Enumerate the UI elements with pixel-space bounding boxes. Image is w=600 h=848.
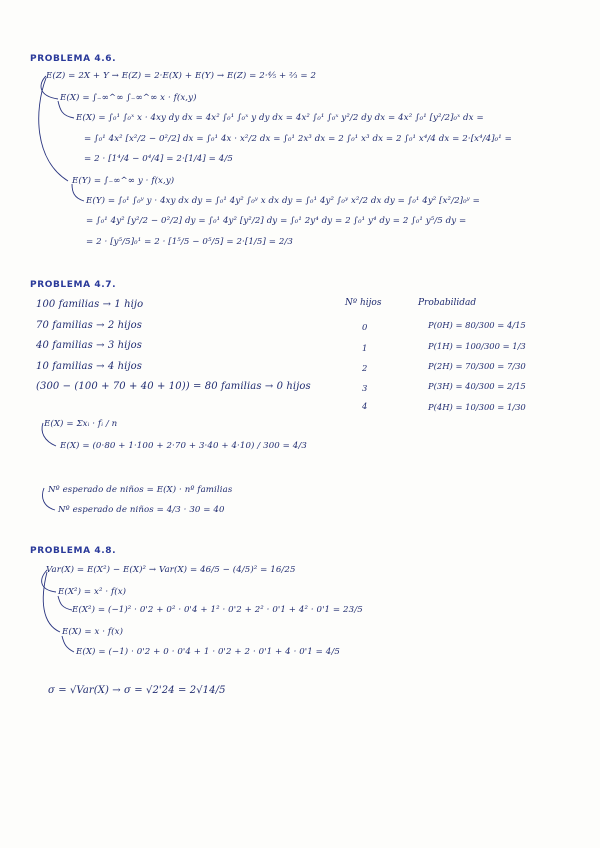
hijos-cell: 0 [362, 322, 368, 332]
family-row-3: 40 familias → 3 hijos [36, 340, 143, 351]
arrow-ey-expand [72, 184, 84, 201]
p46-line-7: E(Y) = ∫₀¹ ∫₀ʸ y · 4xy dx dy = ∫₀¹ 4y² ∫₀ʸ x dx dy = ∫₀¹ 4y² ∫₀ʸ x²/2 dx dy = ∫₀¹ 4y² [x²/2]₀ʸ = [86, 196, 480, 206]
p48-line-6: σ = √Var(X) → σ = √2'24 = 2√14/5 [48, 685, 226, 696]
prob-cell: P(2H) = 70/300 = 7/30 [428, 361, 526, 371]
arrow-ex2-expand [58, 596, 72, 610]
p47-ex-calc: E(X) = (0·80 + 1·100 + 2·70 + 3·40 + 4·10) / 300 = 4/3 [60, 441, 307, 451]
family-row-5: (300 − (100 + 70 + 40 + 10)) = 80 familias → 0 hijos [36, 381, 311, 392]
p48-line-3: E(X²) = (−1)² · 0'2 + 0² · 0'4 + 1² · 0'2 + 2² · 0'1 + 4² · 0'1 = 23/5 [72, 605, 363, 615]
family-row-1: 100 familias → 1 hijo [36, 299, 144, 310]
prob-cell: P(4H) = 10/300 = 1/30 [428, 402, 526, 412]
p48-line-1: Var(X) = E(X²) − E(X)² → Var(X) = 46/5 − (4/5)² = 16/25 [46, 565, 296, 575]
hijos-cell: 1 [362, 343, 368, 353]
p46-line-4: = ∫₀¹ 4x² [x²/2 − 0²/2] dx = ∫₀¹ 4x · x²/2 dx = ∫₀¹ 2x³ dx = 2 ∫₀¹ x³ dx = 2 ∫₀¹ x⁴/4 dx = 2·[x⁴/4]₀¹ = [84, 134, 512, 144]
p46-line-8: = ∫₀¹ 4y² [y²/2 − 0²/2] dy = ∫₀¹ 4y² [y²/2] dy = ∫₀¹ 2y⁴ dy = 2 ∫₀¹ y⁴ dy = 2 ∫₀¹ y⁵/5 dy = [86, 216, 467, 226]
prob-cell: P(3H) = 40/300 = 2/15 [428, 381, 526, 391]
p46-line-3: E(X) = ∫₀¹ ∫₀ˣ x · 4xy dy dx = 4x² ∫₀¹ ∫₀ˣ y dy dx = 4x² ∫₀¹ ∫₀ˣ y²/2 dy dx = 4x² ∫₀¹ [y²/2]₀ˣ dx = [76, 113, 484, 123]
p47-ninos-formula: Nº esperado de niños = E(X) · nº familias [48, 485, 233, 495]
p46-line-2: E(X) = ∫₋∞^∞ ∫₋∞^∞ x · f(x,y) [60, 93, 197, 103]
p46-line-6: E(Y) = ∫₋∞^∞ y · f(x,y) [72, 176, 175, 186]
p47-ninos-result: Nº esperado de niños = 4/3 · 30 = 40 [58, 505, 225, 515]
hijos-cell: 4 [362, 401, 368, 411]
p48-line-4: E(X) = x · f(x) [62, 627, 124, 637]
p48-line-5: E(X) = (−1) · 0'2 + 0 · 0'4 + 1 · 0'2 + 2 · 0'1 + 4 · 0'1 = 4/5 [76, 647, 340, 657]
col-header-hijos: Nº hijos [345, 298, 382, 308]
arrow-ex-branch-48 [43, 572, 60, 632]
family-row-2: 70 familias → 2 hijos [36, 320, 143, 331]
prob-cell: P(0H) = 80/300 = 4/15 [428, 320, 526, 330]
hijos-cell: 3 [362, 383, 368, 393]
arrow-ex-expand-48 [62, 636, 74, 652]
p46-line-9: = 2 · [y⁵/5]₀¹ = 2 · [1⁵/5 − 0⁵/5] = 2·[1/5] = 2/3 [86, 237, 293, 247]
problem-4-8-title: PROBLEMA 4.8. [30, 546, 117, 556]
family-row-4: 10 familias → 4 hijos [36, 361, 143, 372]
arrow-ex-expand [58, 101, 74, 118]
p47-ex-definition: E(X) = Σxᵢ · fᵢ / n [44, 419, 118, 429]
p46-line-1: E(Z) = 2X + Y → E(Z) = 2·E(X) + E(Y) → E(Z) = 2·⅘ + ⅔ = 2 [46, 71, 317, 81]
hijos-cell: 2 [362, 363, 368, 373]
problem-4-6-title: PROBLEMA 4.6. [30, 54, 117, 64]
p46-line-5: = 2 · [1⁴/4 − 0⁴/4] = 2·[1/4] = 4/5 [84, 154, 233, 164]
prob-cell: P(1H) = 100/300 = 1/3 [428, 341, 526, 351]
problem-4-7-title: PROBLEMA 4.7. [30, 280, 117, 290]
p48-line-2: E(X²) = x² · f(x) [58, 587, 127, 597]
col-header-probabilidad: Probabilidad [418, 298, 477, 308]
